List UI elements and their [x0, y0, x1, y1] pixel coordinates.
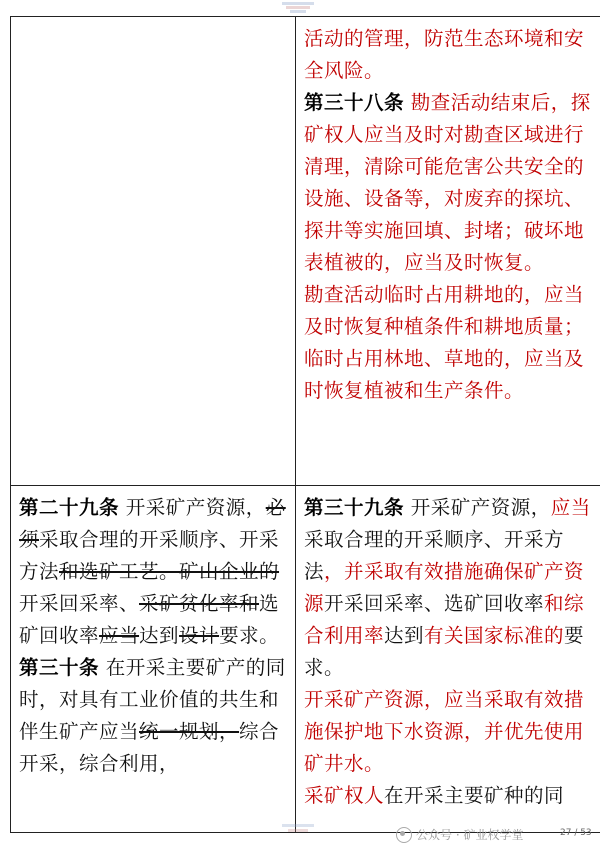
- text-run: 综合开采，综合利用，: [19, 720, 280, 775]
- article-paragraph: [19, 652, 287, 780]
- page-number: 27 / 53: [560, 828, 592, 838]
- text-run: 达到: [384, 624, 425, 647]
- text-run: 在开采主要矿种的同: [384, 784, 565, 807]
- text-run: 选矿回收率: [19, 592, 280, 647]
- deleted-text: 应当: [99, 624, 140, 647]
- article-number: 第三十条: [19, 656, 100, 679]
- text-run: 开采回采率、: [19, 592, 140, 615]
- text-run: 开采矿产资源，应当采取有效措施保护地下水资源，并优先使用矿井水。: [304, 688, 585, 775]
- watermark-text: 公众号 · 矿业权学堂: [416, 828, 524, 842]
- text-run: 开采矿产资源，: [404, 496, 551, 519]
- text-run: 应当: [550, 496, 591, 519]
- new-text-cell: [296, 486, 600, 833]
- article-paragraph: [304, 684, 600, 780]
- comparison-table: [10, 16, 600, 833]
- text-run: 达到: [139, 624, 180, 647]
- text-run: 要求。: [219, 624, 280, 647]
- text-run: 勘查活动临时占用耕地的，应当及时恢复种植条件和耕地质量；临时占用林地、草地的，应当及时恢复植被和生产条件。: [304, 283, 585, 402]
- text-run: 和综合利用率: [304, 592, 585, 647]
- text-run: ，并采取有效措施确保矿产资源: [304, 560, 585, 615]
- article-paragraph: [304, 23, 600, 87]
- text-run: 开采回采率、选矿回收率: [324, 592, 545, 615]
- deleted-text: 设计: [179, 624, 220, 647]
- article-paragraph: [304, 279, 600, 407]
- article-paragraph: [304, 87, 600, 279]
- text-run: 勘查活动结束后，探矿权人应当及时对勘查区域进行清理，清除可能危害公共安全的设施、设备等，对废弃的探坑、探井等实施回填、封堵；破坏地表植被的，应当及时恢复。: [304, 91, 591, 274]
- text-run: 要求。: [304, 624, 585, 679]
- text-run: 有关国家标准的: [424, 624, 565, 647]
- deleted-text: 统一规划，: [139, 720, 240, 743]
- table-row: [11, 486, 600, 833]
- bottom-logo-mark: [280, 822, 316, 834]
- text-run: 采取合理的开采顺序、开采方法: [304, 528, 565, 583]
- old-text-cell: [11, 486, 296, 833]
- old-text-cell: [11, 17, 296, 486]
- article-paragraph: [304, 780, 600, 812]
- new-text-cell: [296, 17, 600, 486]
- wechat-icon: [396, 827, 412, 843]
- article-paragraph: [304, 492, 600, 684]
- table-row: [11, 17, 600, 486]
- deleted-text: 必须: [19, 496, 286, 551]
- top-logo-mark: [278, 0, 318, 16]
- text-run: 在开采主要矿产的同时，对具有工业价值的共生和伴生矿产应当: [19, 656, 286, 743]
- text-run: 开采矿产资源，: [119, 496, 266, 519]
- article-number: 第三十八条: [304, 91, 405, 114]
- text-run: 活动的管理，防范生态环境和安全风险。: [304, 27, 585, 82]
- deleted-text: 采矿贫化率和: [139, 592, 260, 615]
- deleted-text: 和选矿工艺。矿山企业的: [59, 560, 280, 583]
- article-number: 第三十九条: [304, 496, 405, 519]
- watermark: [396, 826, 523, 843]
- text-run: 采矿权人: [304, 784, 385, 807]
- text-run: 采取合理的开采顺序、开采方法: [19, 528, 280, 583]
- article-paragraph: [19, 492, 287, 652]
- article-number: 第二十九条: [19, 496, 120, 519]
